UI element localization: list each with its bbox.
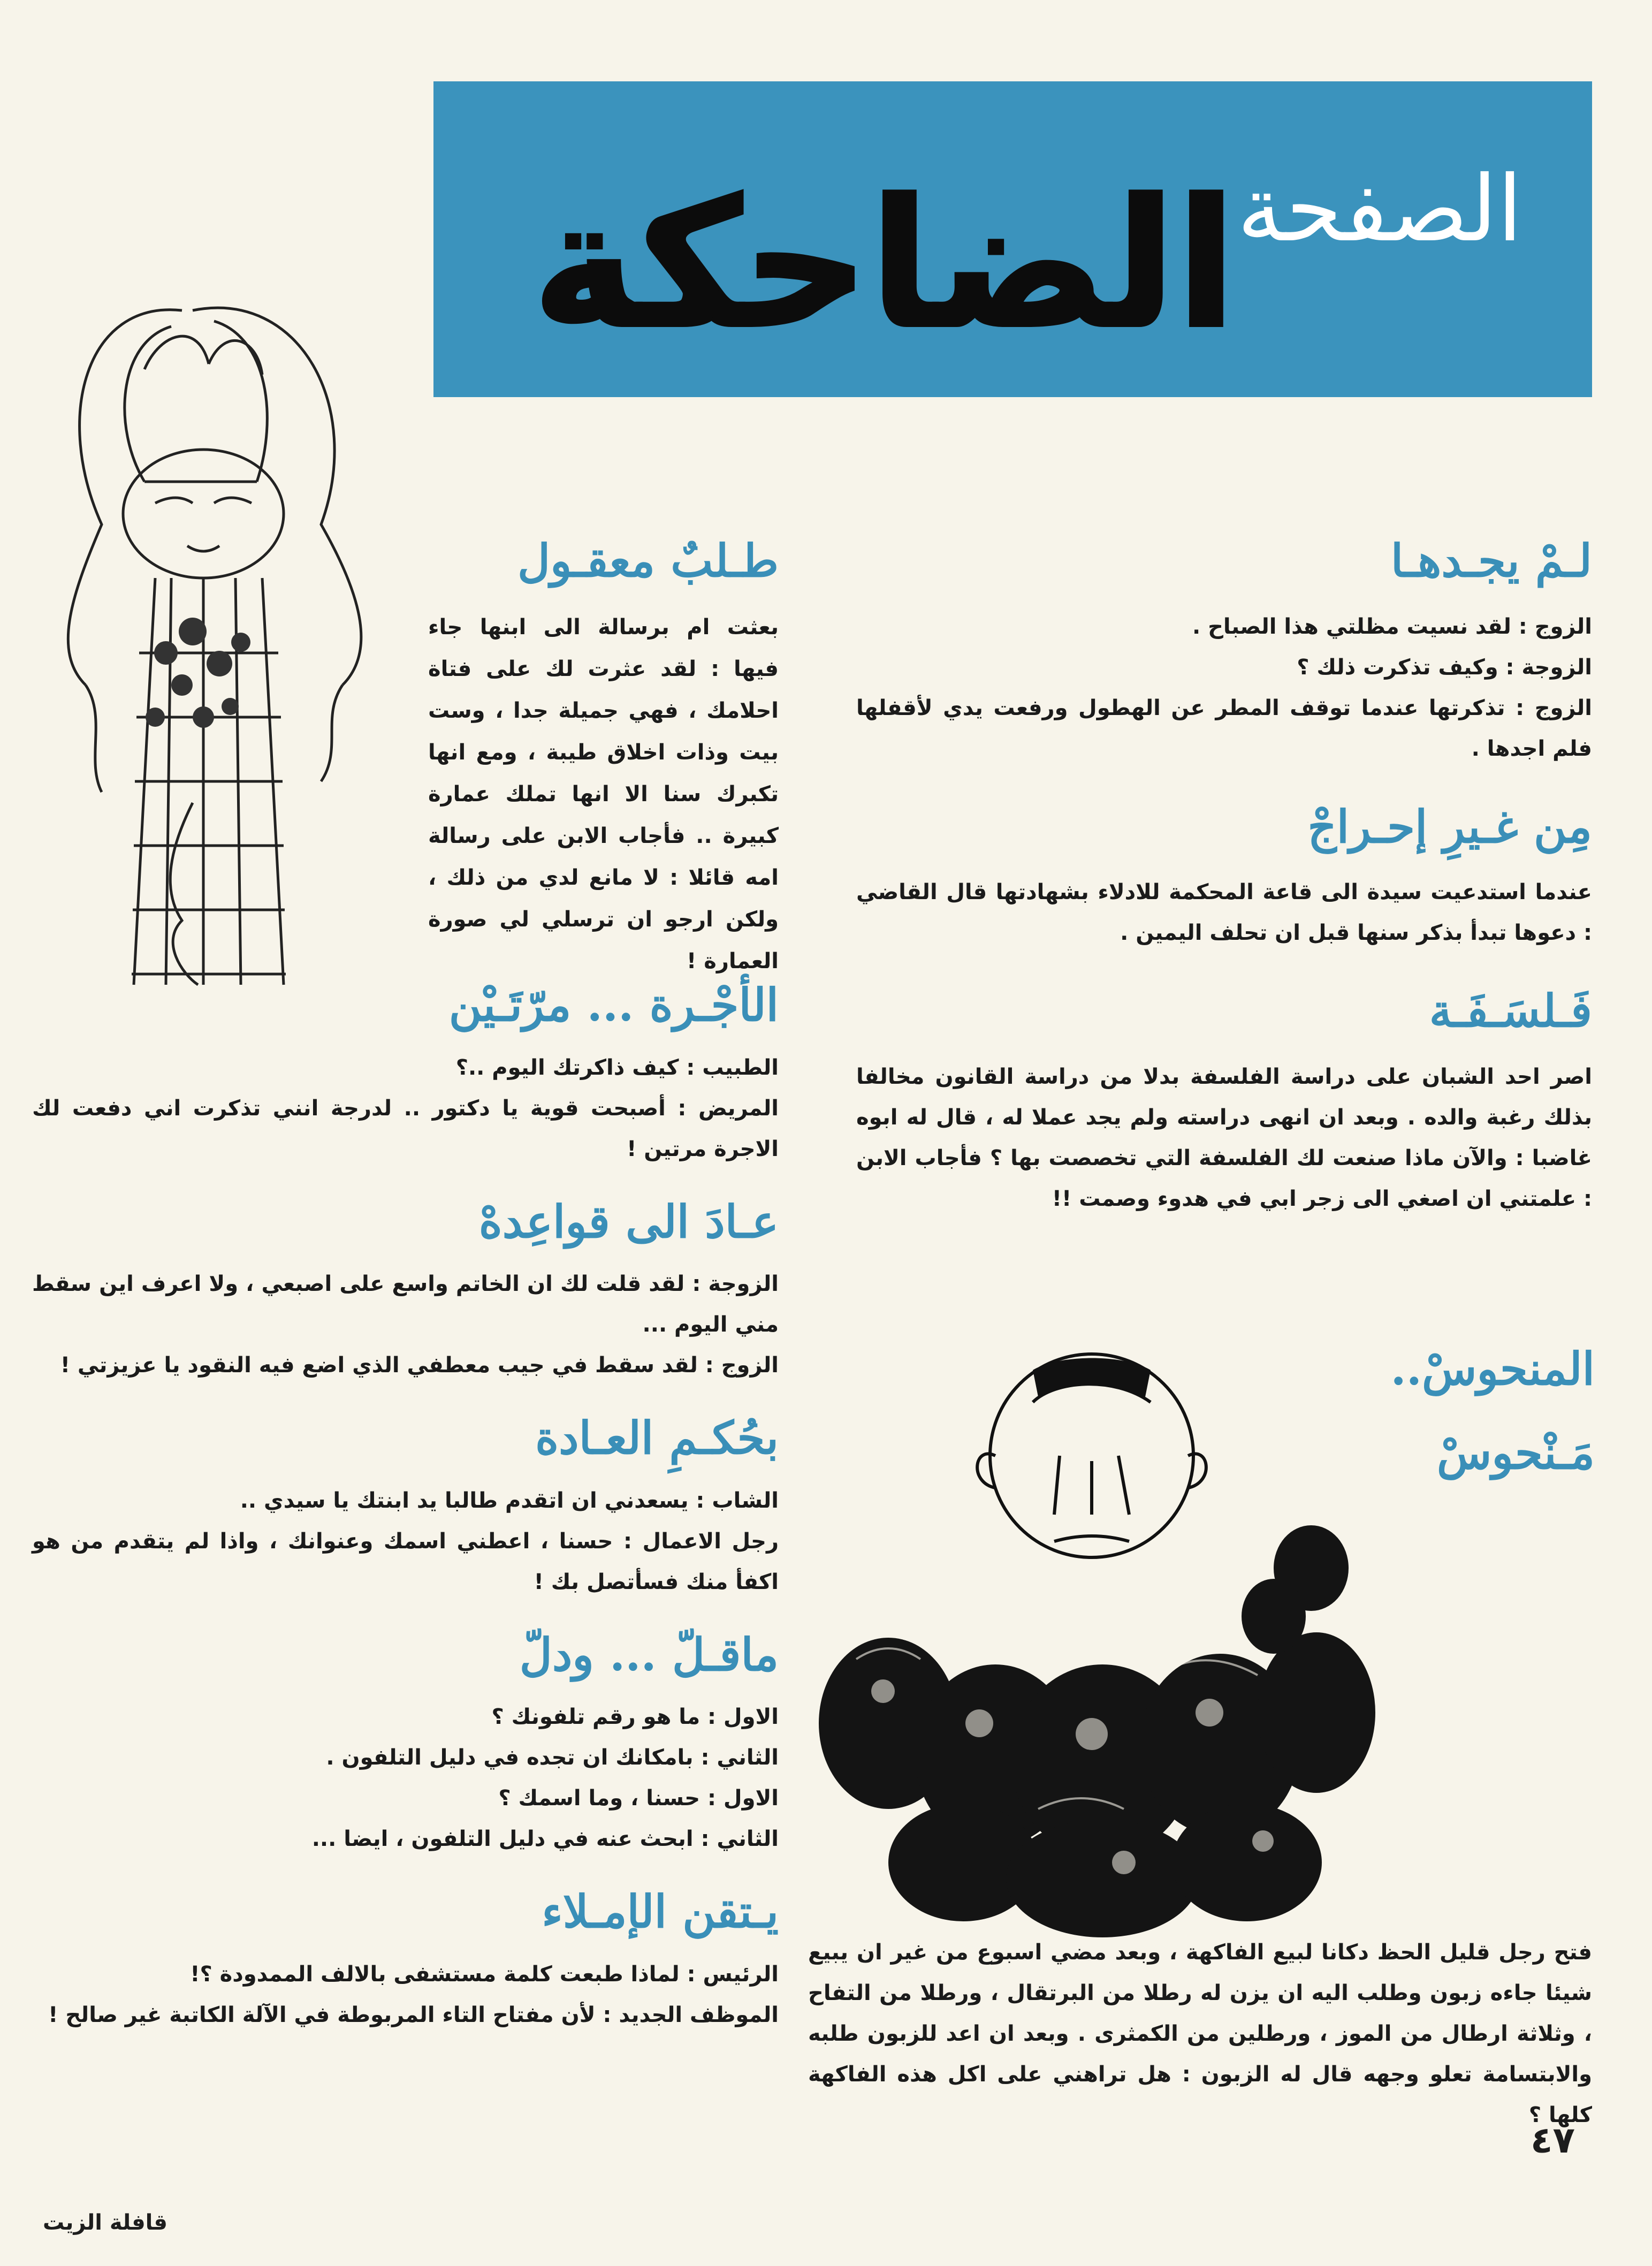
- heading-min-ghair-ihraj: مِن غـيرِ إحـراجْ: [1307, 800, 1592, 853]
- heading-lam-yajidha: لـمْ يجـدهـا: [1390, 534, 1592, 587]
- joke-yatqin-imla: [32, 1954, 779, 2035]
- joke-falsafa: اصر احد الشبان على دراسة الفلسفة بدلا من دراسة القانون مخالفا بذلك رغبة والده . وبعد ان انهى دراسته ولم يجد عملا له ، قال له ابوه غاضبا : والآن ماذا صنعت لك الفلسفة التي تخصصت بها ؟ فأجاب الابن : علمتني ان اصغي الى زجر ابي في هدوء وصمت !!: [856, 1064, 1592, 1211]
- heading-yatqin-imla: يـتقن الإمـلاء: [542, 1885, 779, 1938]
- dialogue-line: الزوجة : لقد قلت لك ان الخاتم واسع على اصبعي ، ولا اعرف اين سقط مني اليوم ...: [32, 1272, 779, 1337]
- footer-magazine-name: قافلة الزيت: [43, 2210, 168, 2235]
- heading-falsafa: فَـلسَـفَـة: [1429, 984, 1592, 1038]
- dialogue-line: الاول : ما هو رقم تلفونك ؟: [491, 1705, 779, 1730]
- man-behind-fruits-illustration: [803, 1338, 1391, 1943]
- dialogue-line: الاول : حسنا ، وما اسمك ؟: [498, 1786, 779, 1811]
- joke-aad-qawaid: [32, 1264, 779, 1386]
- banner-title-big: الضاحكة: [532, 162, 1237, 367]
- heading-talab-maaqul: طـلبٌ معقـول: [517, 534, 779, 587]
- dialogue-line: الزوج : لقد نسيت مظلتي هذا الصباح .: [1192, 614, 1592, 639]
- heading-bihukm-aada: بحُكـمِ العـادة: [535, 1411, 779, 1465]
- dialogue-line: الرئيس : لماذا طبعت كلمة مستشفى بالالف الممدودة ؟!: [190, 1961, 779, 1987]
- woman-with-flowers-illustration: [21, 278, 407, 1028]
- dialogue-line: الزوجة : وكيف تذكرت ذلك ؟: [1297, 655, 1592, 680]
- joke-ma-qall-wa-dall: [32, 1697, 779, 1859]
- left-lower-column: [32, 979, 779, 2035]
- dialogue-line: الثاني : ابحث عنه في دليل التلفون ، ايضا ...: [311, 1827, 779, 1852]
- heading-aad-qawaid: عـادَ الى قواعِدهْ: [478, 1195, 779, 1248]
- right-column: [856, 535, 1592, 1219]
- dialogue-line: رجل الاعمال : حسنا ، اعطني اسمك وعنوانك ، واذا لم يتقدم من هو اكفأ منك فسأتصل بك !: [32, 1529, 779, 1594]
- dialogue-line: الزوج : لقد سقط في جيب معطفي الذي اضع فيه النقود يا عزيزتي !: [60, 1353, 779, 1378]
- manhus-heading-block: [1349, 1343, 1595, 1479]
- joke-ujra-marratain: [32, 1047, 779, 1169]
- joke-manhus: فتح رجل قليل الحظ دكانا لبيع الفاكهة ، وبعد مضي اسبوع من غير ان يبيع شيئا جاءه زبون وطلب اليه ان يزن له رطلا من البرتقال ، ورطلا من التفاح ، وثلاثة ارطال من الموز ، ورطلين من الكمثرى . وبعد ان اعد للزبون طلبه والابتسامة تعلو وجهه قال له الزبون : هل تراهني على اكل هذه الفاكهة كلها ؟: [808, 1940, 1592, 2127]
- manhus-body: [808, 1932, 1592, 2135]
- heading-manhus-2: مَـنْحوسْ: [1436, 1426, 1595, 1479]
- dialogue-line: الموظف الجديد : لأن مفتاح التاء المربوطة في الآلة الكاتبة غير صالح !: [48, 2002, 779, 2027]
- dialogue-line: الشاب : يسعدني ان اتقدم طالبا يد ابنتك يا سيدي ..: [240, 1488, 779, 1513]
- dialogue-line: الثاني : بامكانك ان تجده في دليل التلفون .: [326, 1745, 779, 1770]
- joke-talab-maaqul: بعثت ام برسالة الى ابنها جاء فيها : لقد عثرت لك على فتاة احلامك ، فهي جميلة جدا ، وست بيت وذات اخلاق طيبة ، ومع انها تكبرك سنا الا انها تملك عمارة كبيرة .. فأجاب الابن على رسالة امه قائلا : لا مانع لدي من ذلك ، ولكن ارجو ان ترسلي لي صورة العمارة !: [428, 614, 779, 974]
- heading-ujra-marratain: الأجْـرة ... مرّتَـيْن: [448, 978, 779, 1031]
- joke-min-ghair-ihraj: عندما استدعيت سيدة الى قاعة المحكمة للادلاء بشهادتها قال القاضي : دعوها تبدأ بذكر سنها قبل ان تحلف اليمين .: [856, 880, 1592, 946]
- left-upper-column: [428, 535, 779, 982]
- joke-lam-yajidha: [856, 606, 1592, 769]
- dialogue-line: الزوج : تذكرتها عندما توقف المطر عن الهطول ورفعت يدي لأقفلها فلم اجدها .: [856, 695, 1592, 761]
- heading-manhus-1: المنحوسْ..: [1390, 1342, 1595, 1395]
- dialogue-line: المريض : أصبحت قوية يا دكتور .. لدرجة انني تذكرت اني دفعت لك الاجرة مرتين !: [32, 1096, 779, 1161]
- page-number: ٤٧: [1531, 2119, 1575, 2162]
- dialogue-line: الطبيب : كيف ذاكرتك اليوم ..؟: [455, 1055, 779, 1080]
- banner-title-small: الصفحة: [1237, 156, 1522, 262]
- joke-bihukm-aada: [32, 1480, 779, 1602]
- title-banner: [433, 81, 1592, 397]
- heading-ma-qall-wa-dall: ماقـلّ ... ودلّ: [519, 1628, 779, 1681]
